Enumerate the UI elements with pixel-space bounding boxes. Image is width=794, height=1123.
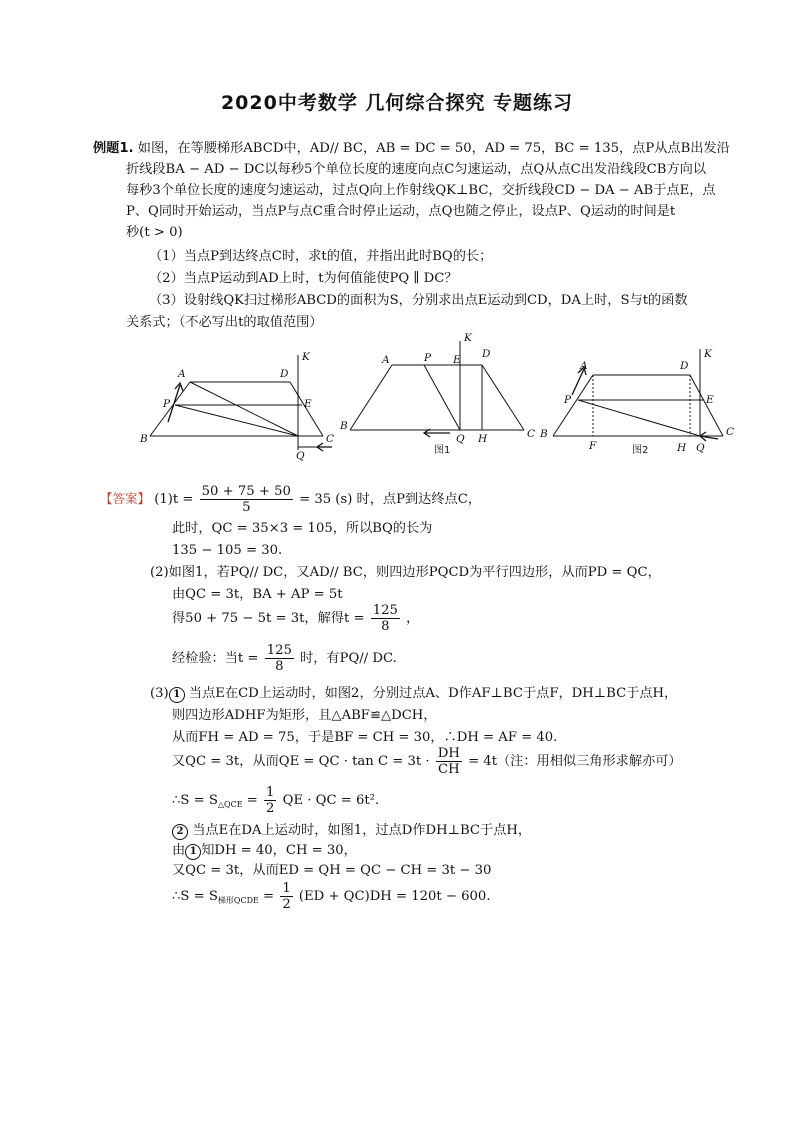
answer-p3-line6-text: 当点E在DA上运动时，如图1，过点D作DH⊥BC于点H， [192,823,532,838]
answer-p3-line7-text: 由 [172,843,186,858]
answer-p3-line9-sub: 梯形QCDE [217,896,259,905]
fig0-label-a: A [178,368,186,380]
page-title: 2020中考数学 几何综合探究 专题练习 [220,92,574,114]
fig1-label-q: Q [456,433,465,445]
answer-p3-line7 [172,842,357,860]
fig0-label-b: B [140,433,148,445]
answer-p3-line8: 又QC = 3t，从而ED = QH = QC − CH = 3t − 30 [172,863,492,878]
fig2-label-p: P [564,394,572,406]
answer-p2-line3-suffix: ， [406,611,420,626]
answer-p2-frac1-num: 125 [372,603,398,618]
answer-p3-line4 [172,745,682,779]
answer-part1 [100,482,481,517]
answer-p3-line4-frac-den: CH [438,762,460,777]
answer-p2-line4-suffix: 时，有PQ// DC. [300,651,397,666]
fig1-label-h: H [478,433,488,445]
problem-line-3: 每秒3个单位长度的速度匀速运动，过点Q向上作射线QK⊥BC，交折线段CD − DA − AB于点E，点 [126,183,716,198]
fig0-label-d: D [280,368,289,380]
answer-p2-frac1-den: 8 [381,619,390,634]
circled-number-2: 2 [172,824,188,840]
problem-line-1 [93,140,730,158]
answer-p2-line4-prefix: 经检验：当t = [172,651,259,666]
answer-p3-line5 [172,784,379,822]
figure-main-arrows [168,383,335,451]
fig2-label-e: E [706,394,714,406]
answer-p3-line4-prefix: 又QC = 3t，从而QE = QC · tan C = 3t · [172,754,430,769]
circled-number-1: 1 [169,687,185,703]
answer-p3-line5-suffix: QE · QC = 6t². [282,793,380,808]
answer-p3-line9-frac-num: 1 [282,881,291,896]
question-1: （1）当点P到达终点C时，求t的值，并指出此时BQ的长； [149,249,493,264]
problem-line-5: 秒(t > 0) [126,225,183,240]
fig1-label-k: K [464,332,472,344]
question-2: （2）当点P运动到AD上时，t为何值能使PQ ∥ DC？ [149,271,458,286]
fig1-label-a: A [382,354,390,366]
fig1-label-b: B [340,420,348,432]
answer-p2-fraction-2 [265,643,294,674]
fig0-label-p: P [163,398,171,410]
fig1-label-d: D [482,348,491,360]
answer-p3-line5-mid: = [246,793,258,808]
fig2-caption: 图2 [632,445,649,456]
figure-2 [553,349,723,436]
answer-p3-line1-text: 当点E在CD上运动时，如图2，分别过点A、D作AF⊥BC于点F，DH⊥BC于点H， [188,686,678,701]
answer-p2-frac2-den: 8 [275,659,284,674]
answer-p3-line5-frac-den: 2 [266,801,275,816]
answer-p1-frac-den: 5 [242,500,251,515]
answer-p3-line5-fraction [264,785,276,816]
answer-p1-suffix: = 35 (s) 时，点P到达终点C， [299,492,482,507]
figure-main-labels [139,351,334,462]
answer-p3-line5-sub: △QCE [217,800,243,809]
answer-p2-fraction-1 [371,603,400,634]
answer-p3-line9-frac-den: 2 [282,897,291,912]
circled-number-1-ref: 1 [185,844,201,860]
question-3-cont: 关系式；（不必写出t的取值范围） [126,315,323,330]
figures-area [0,325,794,465]
answer-p3-line9-prefix: ∴S = S [172,889,218,904]
question-3: （3）设射线QK扫过梯形ABCD的面积为S，分别求出点E运动到CD，DA上时，S与t的函数 [149,293,688,308]
answer-p3-line7-suffix: 知DH = 40，CH = 30， [201,843,357,858]
problem-line-2: 折线段BA − AD − DC以每秒5个单位长度的速度向点C匀速运动，点Q从点C出发沿线段CB方向以 [126,162,707,177]
fig0-label-q: Q [296,450,305,462]
answer-p2-line3 [172,602,419,636]
fig2-label-a: A [580,360,588,372]
fig0-label-e: E [304,398,312,410]
fig1-caption: 图1 [434,445,451,456]
answer-p2-line3-prefix: 得50 + 75 − 5t = 3t，解得t = [172,611,365,626]
answer-p3-label: (3) [150,686,169,701]
problem-line-4: P、Q同时开始运动，当点P与点C重合时停止运动，点Q也随之停止，设点P、Q运动的时间是t [126,204,676,219]
fig2-label-q: Q [696,442,705,454]
fig1-label-p: P [424,352,432,364]
problem-text-1: 如图，在等腰梯形ABCD中，AD// BC，AB = DC = 50，AD = 75，BC = 135，点P从点B出发沿 [137,141,730,156]
answer-p1-prefix: (1)t = [154,492,194,507]
answer-p3-line4-suffix: = 4t（注：用相似三角形求解亦可） [468,754,682,769]
answer-p3-line1 [150,685,677,703]
figure-1-labels [339,332,535,456]
fig1-label-e: E [453,354,461,366]
answer-p3-line9 [172,880,491,918]
answer-p2-line4 [172,642,397,676]
answer-p1-frac-num: 50 + 75 + 50 [201,484,291,499]
example-label: 例题1. [93,141,134,156]
answer-p3-line4-fraction [436,746,462,777]
fig2-label-h: H [677,442,687,454]
answer-p3-line9-fraction [280,881,292,912]
fig0-label-c: C [326,433,335,445]
answer-p2-frac2-num: 125 [266,643,292,658]
answer-p3-line2: 则四边形ADHF为矩形，且△ABF≌△DCH， [172,708,437,723]
answer-p3-line9-mid: = [263,889,275,904]
figure-1 [350,341,524,430]
fig2-label-b: B [540,428,548,440]
answer-p3-line3: 从而FH = AD = 75，于是BF = CH = 30，∴DH = AF = 40. [172,730,558,745]
answer-p1-fraction [200,484,293,515]
answer-p3-line5-frac-num: 1 [266,785,275,800]
answer-p2-line2: 由QC = 3t，BA + AP = 5t [172,587,343,602]
fig2-label-d: D [680,360,689,372]
fig1-label-c: C [527,428,536,440]
answer-p3-line4-frac-num: DH [437,746,460,761]
fig2-label-k: K [704,348,712,360]
answer-p1-line3: 135 − 105 = 30. [172,543,283,558]
fig0-label-k: K [302,351,310,363]
answer-p3-line9-suffix: (ED + QC)DH = 120t − 600. [298,889,491,904]
answer-p1-line2: 此时，QC = 35×3 = 105，所以BQ的长为 [172,521,433,536]
answer-p3-line6 [172,822,531,840]
answer-p2-line1: (2)如图1，若PQ// DC，又AD// BC，则四边形PQCD为平行四边形，从而PD = QC， [150,565,661,580]
answer-tag: 【答案】 [100,491,151,506]
fig2-label-f: F [589,440,597,452]
figure-2-arrows [572,367,718,441]
figure-main [150,355,323,450]
answer-p3-line5-prefix: ∴S = S [172,793,218,808]
fig2-label-c: C [726,426,735,438]
